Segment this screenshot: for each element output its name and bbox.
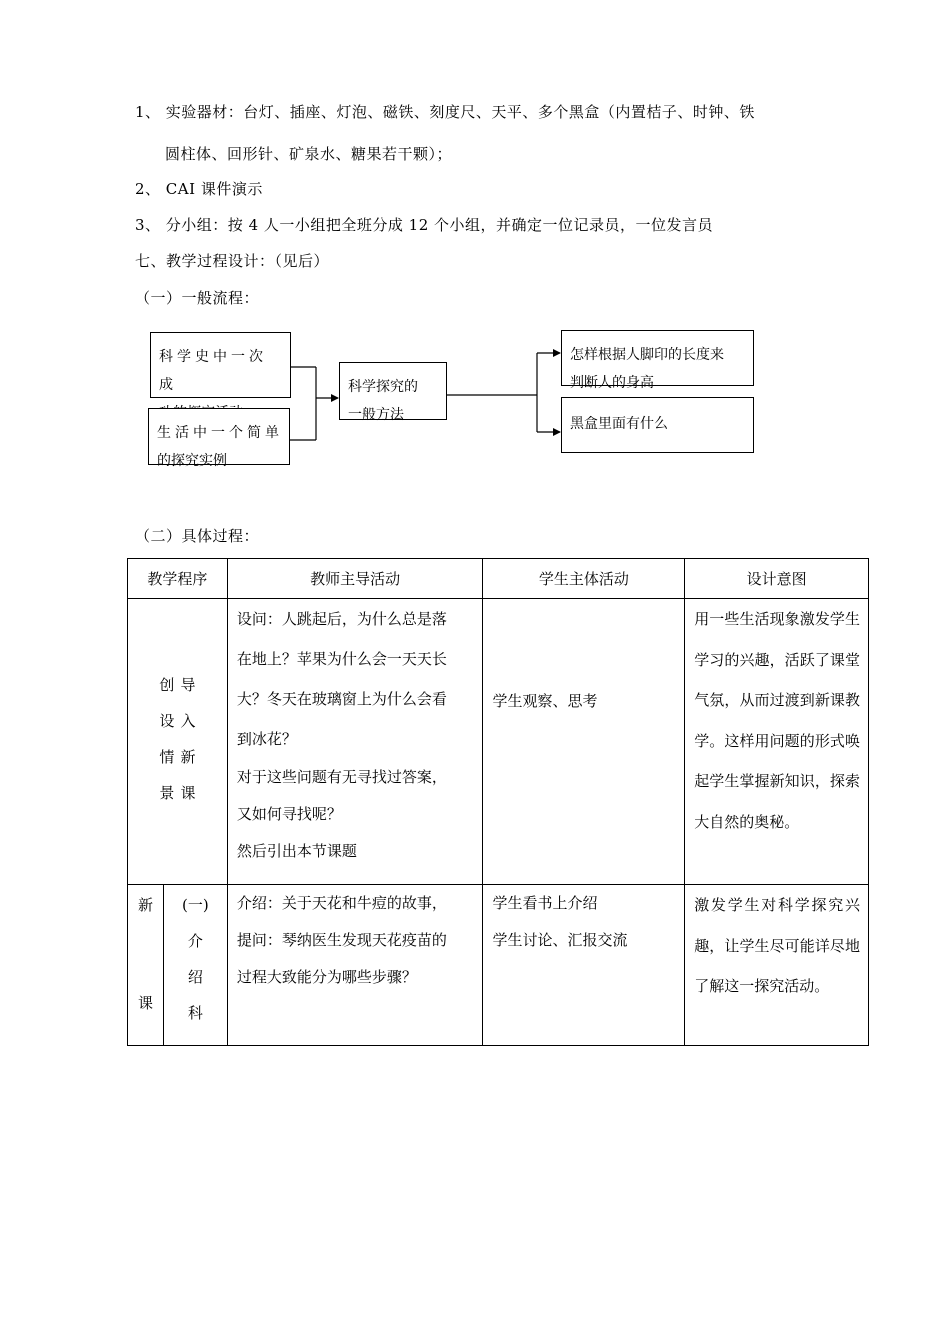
new-course-cell: 新 课 [128,885,164,1046]
header-design-intent: 设计意图 [685,559,869,599]
table-row [128,599,869,885]
table-header-row [128,559,869,599]
teacher-activity-cell: 设问：人跳起后，为什么总是落 在地上？苹果为什么会一天天长 大？冬天在玻璃窗上为什么会看 到冰花？ 对于这些问题有无寻找过答案， 又如何寻找呢？ 然后引出本节课题 [227,599,483,885]
process-table [127,558,869,1046]
list-item-cai: 2、 CAI 课件演示 [135,180,263,198]
header-teacher-activity: 教师主导活动 [227,559,483,599]
subsection-heading-general-flow: （一）一般流程： [135,289,260,307]
stage-cell-intro: 创 设 情 景 导 入 新 课 [128,599,228,885]
student-activity-cell: 学生观察、思考 [483,599,685,885]
list-item-equipment-continued: 圆柱体、回形针、矿泉水、糖果若干颗）； [165,145,453,163]
student-activity-cell: 学生看书上介绍 学生讨论、汇报交流 [483,885,685,1046]
list-item-equipment: 1、 实验器材：台灯、插座、灯泡、磁铁、刻度尺、天平、多个黑盒（内置桔子、时钟、铁 [135,103,755,121]
flow-connectors [0,0,950,520]
list-item-groups: 3、 分小组：按 4 人一小组把全班分成 12 个小组，并确定一位记录员，一位发言员 [135,216,714,234]
flow-box-blackbox: 黑盒里面有什么 [561,397,754,453]
subsection-heading-specific-process: （二）具体过程： [135,527,260,545]
header-student-activity: 学生主体活动 [483,559,685,599]
design-intent-cell: 用一些生活现象激发学生学习的兴趣，活跃了课堂气氛，从而过渡到新课教学。这样用问题的形式唤起学生掌握新知识，探索大自然的奥秘。 [685,599,869,885]
design-intent-cell: 激发学生对科学探究兴趣，让学生尽可能详尽地了解这一探究活动。 [685,885,869,1046]
flow-box-footprint: 怎样根据人脚印的长度来 判断人的身高 [561,330,754,386]
flow-box-history-activity: 科学史中一次成 [150,332,291,398]
section-intro-cell: (一) 介 绍 科 [163,885,227,1046]
flow-box-method: 科学探究的 一般方法 [339,362,447,420]
teacher-activity-cell: 介绍：关于天花和牛痘的故事， 提问：琴纳医生发现天花疫苗的 过程大致能分为哪些步骤？ [227,885,483,1046]
header-procedure: 教学程序 [128,559,228,599]
section-heading-process: 七、教学过程设计：（见后） [135,252,330,270]
flow-box-life-example: 生活中一个简单 的探究实例 [148,408,290,465]
table-row [128,885,869,1046]
